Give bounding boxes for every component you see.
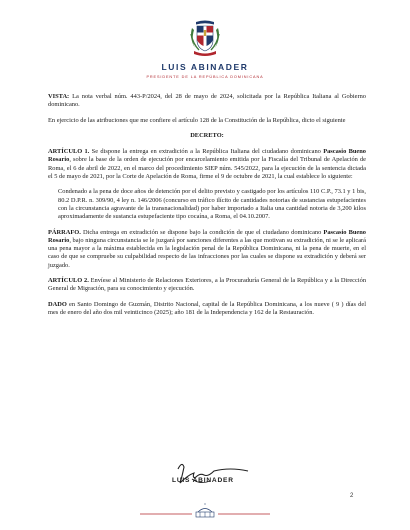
dado-day-number: ( 9 ) (331, 300, 344, 308)
sentence-quote: Condenado a la pena de doce años de detención por el delito previsto y castigado por los artículos 110 C.P., 73.1 y 1 bis, 80.2 D.P.R. n. 309/90, 4 ley n. 146/2006 (concurso en tráfico ilícito de cantidades notorias de sustancias estupefacientes con la circunstancia agravante de la transnacionalidad) por haber importado a Italia una cantidad notoria de 3,200 kilos aproximadamente de sustancia estupefaciente tipo cocaína, a Roma, el 04.10.2007. (58, 188, 366, 221)
document-body (48, 93, 366, 324)
article-1-text-a: Se dispone la entrega en extradición a la República Italiana del ciudadano dominicano (89, 148, 324, 156)
parrafo-label: PÁRRAFO. (48, 228, 81, 236)
dado-day-word: nueve (314, 300, 330, 308)
coat-of-arms-icon (187, 20, 223, 58)
ejercicio-paragraph: En ejercicio de las atribuciones que me confiere el artículo 128 de la Constitución de la República, dicto el siguiente (48, 116, 346, 124)
vista-text: La nota verbal núm. 443-P/2024, del 28 de mayo de 2024, solicitada por la República Italiana al Gobierno dominicano. (48, 93, 366, 109)
dado-text-a: en Santo Domingo de Guzmán, Distrito Nacional, capital de la República Dominicana, a los (66, 300, 315, 308)
article-1-person: Pascasio Bueno Rosario (48, 148, 366, 164)
header-subtitle: PRESIDENTE DE LA REPÚBLICA DOMINICANA (146, 75, 264, 79)
parrafo-paragraph (48, 229, 366, 270)
page-number: 2 (350, 493, 354, 499)
footer-decoration (0, 502, 410, 522)
dado-text-c: del año dos mil veinticinco (2025); año 181 de la Independencia y 162 de la Restauración. (81, 308, 315, 316)
dado-paragraph (48, 301, 366, 318)
signature-name: LUIS ABINADER (172, 477, 234, 484)
parrafo-text-a: Dicha entrega en extradición se dispone bajo la condición de que el ciudadano dominicano (80, 228, 324, 236)
article-2-paragraph (48, 277, 366, 294)
dado-label: DADO (48, 300, 67, 308)
article-2-text: Envíese al Ministerio de Relaciones Exteriores, a la Procuraduría General de la República y a la Dirección General de Migración, para su conocimiento y ejecución. (48, 277, 367, 293)
decreto-title: DECRETO: (190, 131, 224, 139)
article-1-text-b: , sobre la base de la orden de ejecución por encarcelamiento emitida por la Fiscalía del Tribunal de Apelación de Roma, el 6 de abril de 2022, en el marco del procedimiento SIEP núm. 545/2022, para la ejecución de la sentencia dictada el 5 de mayo de 2021, por la Corte de Apelación de Roma, firme el 9 de octubre de 2021, la cual establece lo siguiente: (48, 156, 366, 181)
header-name: LUIS ABINADER (161, 62, 249, 72)
palace-icon (196, 503, 214, 517)
dado-text-b: días del mes de (48, 300, 366, 316)
vista-paragraph (48, 93, 366, 110)
article-1-label: ARTÍCULO 1. (48, 148, 90, 156)
article-2-label: ARTÍCULO 2. (48, 277, 89, 285)
handwritten-signature-icon (170, 455, 270, 495)
article-1-paragraph (48, 148, 366, 181)
dado-month: enero (67, 308, 82, 316)
parrafo-person: Pascasio Bueno Rosario (48, 228, 366, 244)
parrafo-text-b: , bajo ninguna circunstancia se le juzgará por sanciones diferentes a las que motivan su extradición, ni se le aplicará una pena mayor a la máxima establecida en la legislación penal de la República Dominicana, ni la pena de muerte, en el caso de que se compruebe su culpabilidad respecto de las infracciones por las cuales se dispone su extradición y deberá ser juzgado. (48, 236, 366, 269)
vista-label: VISTA: (48, 93, 70, 100)
